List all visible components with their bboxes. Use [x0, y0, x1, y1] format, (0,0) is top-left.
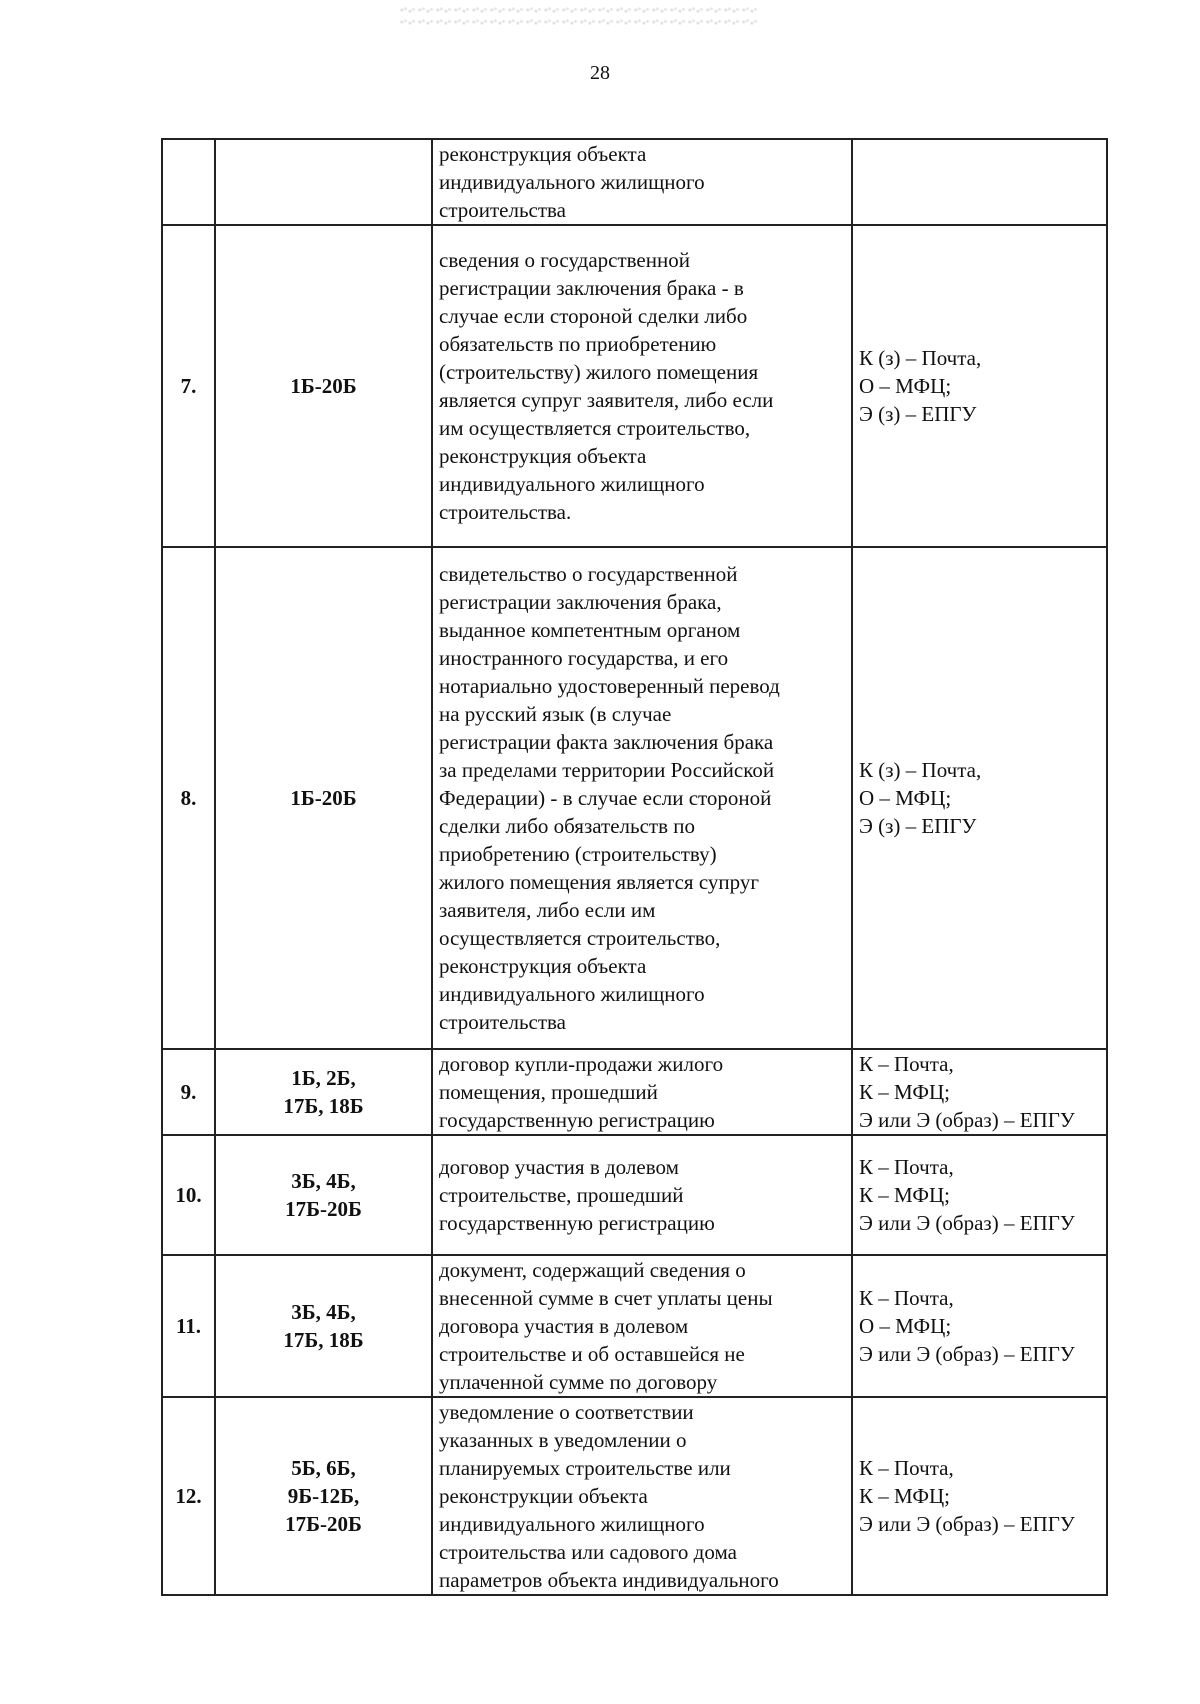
document-text-line: регистрации факта заключения брака: [439, 730, 774, 754]
document-text-line: свидетельство о государственной: [439, 562, 738, 586]
document-text-line: индивидуального жилищного: [439, 1512, 705, 1536]
document-text-line: государственную регистрацию: [439, 1211, 715, 1235]
table-row: [162, 1397, 1107, 1595]
submission-method-line: Э (з) – ЕПГУ: [859, 402, 977, 426]
applicant-code-line: 3Б, 4Б,: [291, 1300, 356, 1324]
document-text-line: строительстве, прошедший: [439, 1183, 684, 1207]
submission-method-line: О – МФЦ;: [859, 374, 952, 398]
submission-method-line: Э или Э (образ) – ЕПГУ: [859, 1211, 1075, 1235]
submission-method-line: О – МФЦ;: [859, 1314, 952, 1338]
submission-method-line: Э или Э (образ) – ЕПГУ: [859, 1512, 1075, 1536]
document-text-line: на русский язык (в случае: [439, 702, 672, 726]
document-text-line: указанных в уведомлении о: [439, 1428, 687, 1452]
document-text-line: является супруг заявителя, либо если: [439, 388, 774, 412]
document-text-line: уведомление о соответствии: [439, 1400, 694, 1424]
submission-method-line: Э или Э (образ) – ЕПГУ: [859, 1342, 1075, 1366]
document-description-cell: [432, 1135, 852, 1255]
document-text-line: жилого помещения является супруг: [439, 870, 759, 894]
submission-methods-cell: [852, 225, 1107, 547]
document-text-line: сделки либо обязательств по: [439, 814, 695, 838]
applicant-code-line: 1Б, 2Б,: [291, 1066, 356, 1090]
row-number-cell: 9.: [162, 1049, 215, 1135]
document-text-line: внесенной сумме в счет уплаты цены: [439, 1286, 773, 1310]
document-text-line: им осуществляется строительство,: [439, 416, 751, 440]
document-text-line: государственную регистрацию: [439, 1108, 715, 1132]
row-number-cell: 8.: [162, 547, 215, 1049]
document-text-line: выданное компетентным органом: [439, 618, 741, 642]
applicant-code-line: 3Б, 4Б,: [291, 1169, 356, 1193]
submission-methods-cell: [852, 1255, 1107, 1397]
applicant-codes-cell: [215, 1135, 432, 1255]
submission-method-line: К – Почта,: [859, 1286, 954, 1310]
document-description-cell: [432, 547, 852, 1049]
submission-method-line: К – МФЦ;: [859, 1484, 950, 1508]
document-text-line: строительства: [439, 198, 567, 222]
scan-noise: [400, 4, 760, 30]
document-text-line: договор участия в долевом: [439, 1155, 679, 1179]
applicant-code-line: 17Б-20Б: [285, 1512, 362, 1536]
document-text-line: параметров объекта индивидуального: [439, 1568, 779, 1592]
document-text-line: Федерации) - в случае если стороной: [439, 786, 772, 810]
submission-method-line: К – Почта,: [859, 1456, 954, 1480]
document-text-line: сведения о государственной: [439, 248, 690, 272]
document-text-line: индивидуального жилищного: [439, 982, 705, 1006]
applicant-code-line: 17Б, 18Б: [283, 1094, 364, 1118]
submission-method-line: К – Почта,: [859, 1155, 954, 1179]
document-text-line: обязательств по приобретению: [439, 332, 717, 356]
document-text-line: договор купли-продажи жилого: [439, 1052, 724, 1076]
applicant-codes-cell: [215, 1255, 432, 1397]
applicant-codes-cell: [215, 1397, 432, 1595]
row-number-cell: 7.: [162, 225, 215, 547]
table-row: [162, 225, 1107, 547]
table-row: [162, 1255, 1107, 1397]
applicant-code-line: 17Б, 18Б: [283, 1328, 364, 1352]
table-row: [162, 1049, 1107, 1135]
document-text-line: случае если стороной сделки либо: [439, 304, 748, 328]
document-text-line: за пределами территории Российской: [439, 758, 775, 782]
row-number-cell: 10.: [162, 1135, 215, 1255]
row-number-cell: 12.: [162, 1397, 215, 1595]
table-row: [162, 547, 1107, 1049]
documents-table: [161, 138, 1108, 1596]
submission-method-line: О – МФЦ;: [859, 786, 952, 810]
document-text-line: реконструкции объекта: [439, 1484, 648, 1508]
applicant-code-line: 17Б-20Б: [285, 1197, 362, 1221]
applicant-codes-cell: [215, 139, 432, 225]
applicant-codes-cell: [215, 547, 432, 1049]
document-text-line: помещения, прошедший: [439, 1080, 658, 1104]
submission-method-line: К – МФЦ;: [859, 1080, 950, 1104]
applicant-code-line: 1Б-20Б: [290, 374, 357, 398]
submission-method-line: К (з) – Почта,: [859, 346, 982, 370]
document-text-line: заявителя, либо если им: [439, 898, 656, 922]
document-text-line: приобретению (строительству): [439, 842, 717, 866]
document-text-line: договора участия в долевом: [439, 1314, 689, 1338]
document-text-line: документ, содержащий сведения о: [439, 1258, 746, 1282]
document-text-line: индивидуального жилищного: [439, 170, 705, 194]
submission-methods-cell: [852, 1397, 1107, 1595]
submission-methods-cell: [852, 1049, 1107, 1135]
submission-method-line: Э или Э (образ) – ЕПГУ: [859, 1108, 1075, 1132]
document-description-cell: [432, 1049, 852, 1135]
submission-method-line: К – МФЦ;: [859, 1183, 950, 1207]
document-text-line: иностранного государства, и его: [439, 646, 729, 670]
document-text-line: (строительству) жилого помещения: [439, 360, 759, 384]
applicant-code-line: 1Б-20Б: [290, 786, 357, 810]
applicant-code-line: 5Б, 6Б,: [291, 1456, 356, 1480]
applicant-code-line: 9Б-12Б,: [287, 1484, 360, 1508]
document-text-line: нотариально удостоверенный перевод: [439, 674, 780, 698]
page-number: 28: [590, 62, 610, 84]
document-text-line: индивидуального жилищного: [439, 472, 705, 496]
submission-methods-cell: [852, 139, 1107, 225]
applicant-codes-cell: [215, 1049, 432, 1135]
document-text-line: строительства.: [439, 500, 572, 524]
row-number-cell: 11.: [162, 1255, 215, 1397]
applicant-codes-cell: [215, 225, 432, 547]
table-row: [162, 1135, 1107, 1255]
document-text-line: реконструкция объекта: [439, 954, 647, 978]
row-number-cell: [162, 139, 215, 225]
submission-methods-cell: [852, 547, 1107, 1049]
document-text-line: строительства или садового дома: [439, 1540, 737, 1564]
submission-method-line: К (з) – Почта,: [859, 758, 982, 782]
document-text-line: реконструкция объекта: [439, 444, 647, 468]
document-text-line: регистрации заключения брака,: [439, 590, 722, 614]
document-description-cell: [432, 225, 852, 547]
document-text-line: строительстве и об оставшейся не: [439, 1342, 745, 1366]
document-text-line: реконструкция объекта: [439, 142, 647, 166]
submission-method-line: Э (з) – ЕПГУ: [859, 814, 977, 838]
submission-method-line: К – Почта,: [859, 1052, 954, 1076]
document-description-cell: [432, 1397, 852, 1595]
table-row: [162, 139, 1107, 225]
document-text-line: строительства: [439, 1010, 567, 1034]
document-text-line: осуществляется строительство,: [439, 926, 721, 950]
document-description-cell: [432, 139, 852, 225]
document-description-cell: [432, 1255, 852, 1397]
document-text-line: регистрации заключения брака - в: [439, 276, 744, 300]
document-text-line: уплаченной сумме по договору: [439, 1370, 718, 1394]
document-text-line: планируемых строительстве или: [439, 1456, 731, 1480]
submission-methods-cell: [852, 1135, 1107, 1255]
